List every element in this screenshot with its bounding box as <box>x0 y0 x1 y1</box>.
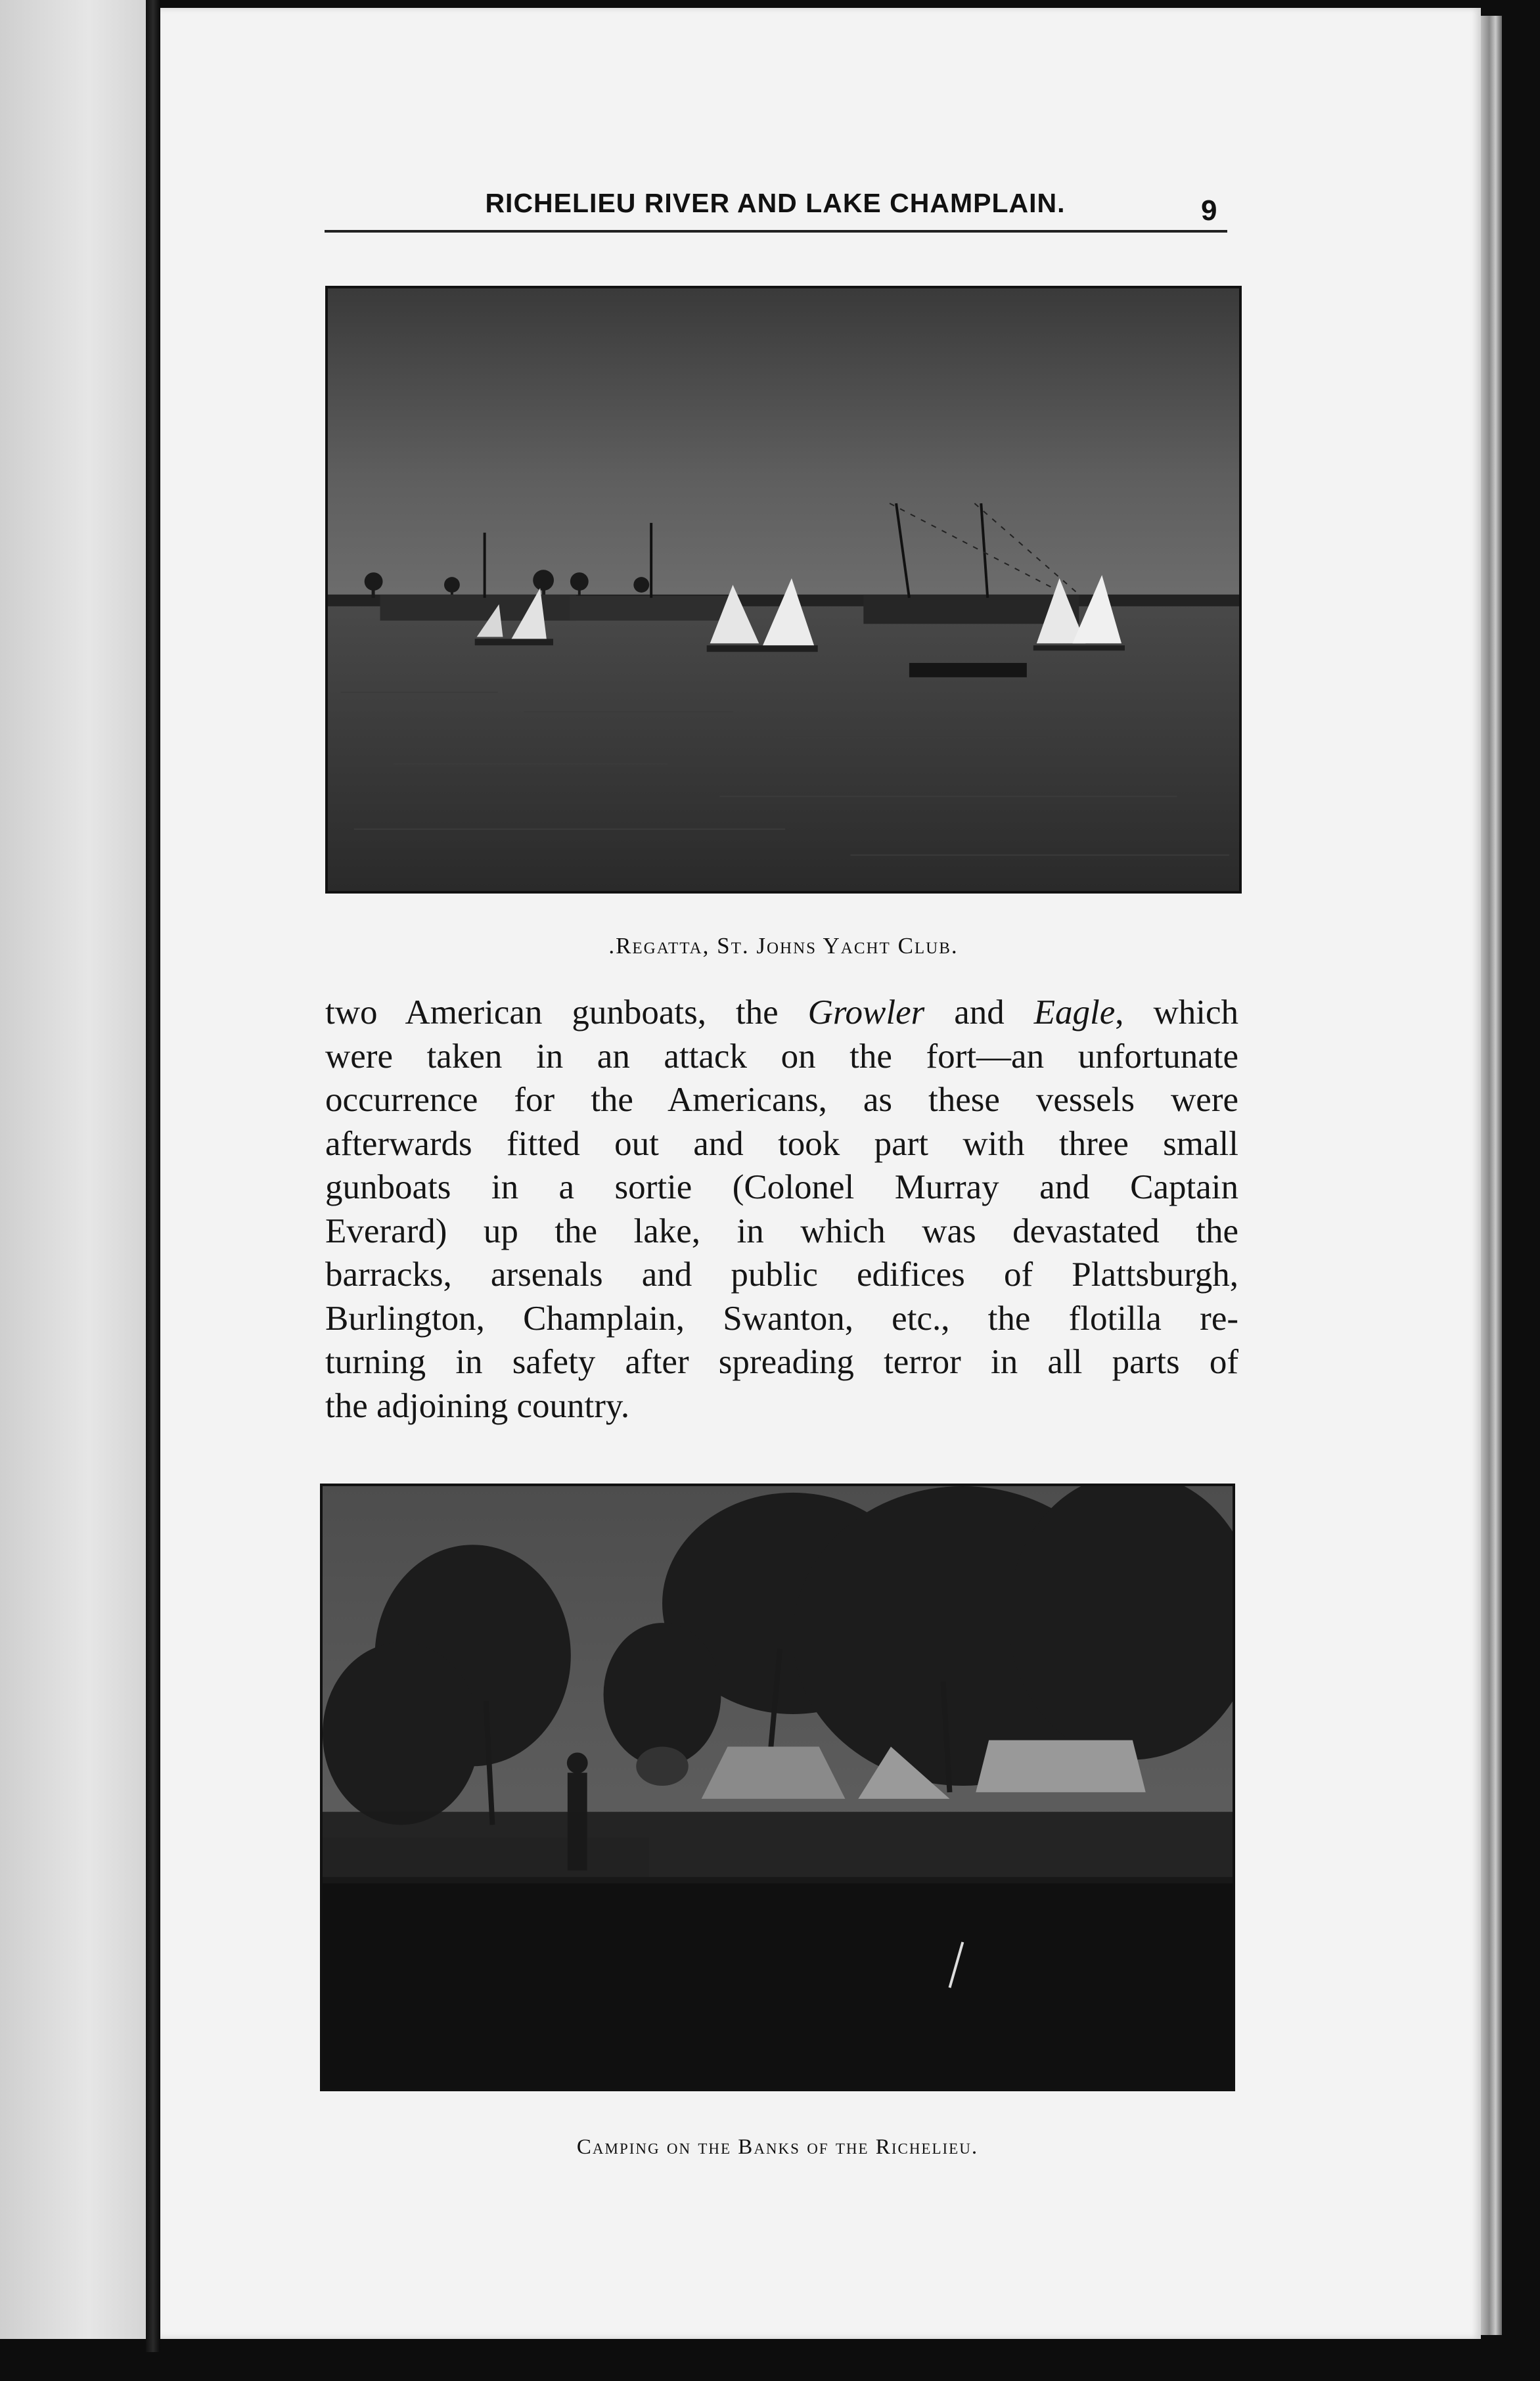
text-line: the adjoining country. <box>325 1386 630 1425</box>
header-rule <box>325 230 1227 233</box>
page-number: 9 <box>1201 194 1217 227</box>
text-line: were taken in an attack on the fort—an unfortunate <box>325 1037 1238 1076</box>
text-line: gunboats in a sortie (Colonel Murray and Captain <box>325 1168 1238 1206</box>
facing-page-edge <box>0 0 148 2339</box>
text-line: two American gunboats, the Growler and Eagle, which <box>325 993 1238 1032</box>
regatta-caption: .Regatta, St. Johns Yacht Club. <box>608 933 959 959</box>
text-line: Burlington, Champlain, Swanton, etc., the flotilla re- <box>325 1299 1238 1338</box>
text-line: barracks, arsenals and public edifices of Plattsburgh, <box>325 1256 1238 1294</box>
text-line: occurrence for the Americans, as these vessels were <box>325 1081 1238 1119</box>
text-line: turning in safety after spreading terror in all parts of <box>325 1343 1238 1381</box>
page-stack-edge <box>1481 16 1502 2335</box>
ship-name-growler: Growler <box>807 993 925 1032</box>
camping-photo <box>320 1484 1235 2091</box>
ship-name-eagle: Eagle <box>1033 993 1116 1032</box>
regatta-photo <box>325 286 1242 894</box>
camping-caption: Camping on the Banks of the Richelieu. <box>576 2135 979 2159</box>
book-gutter <box>146 0 160 2352</box>
text-line: Everard) up the lake, in which was devastated the <box>325 1212 1238 1250</box>
running-head: RICHELIEU RIVER AND LAKE CHAMPLAIN. <box>485 188 1066 218</box>
body-paragraph <box>325 991 1238 1428</box>
text-line: afterwards fitted out and took part with three small <box>325 1124 1238 1163</box>
